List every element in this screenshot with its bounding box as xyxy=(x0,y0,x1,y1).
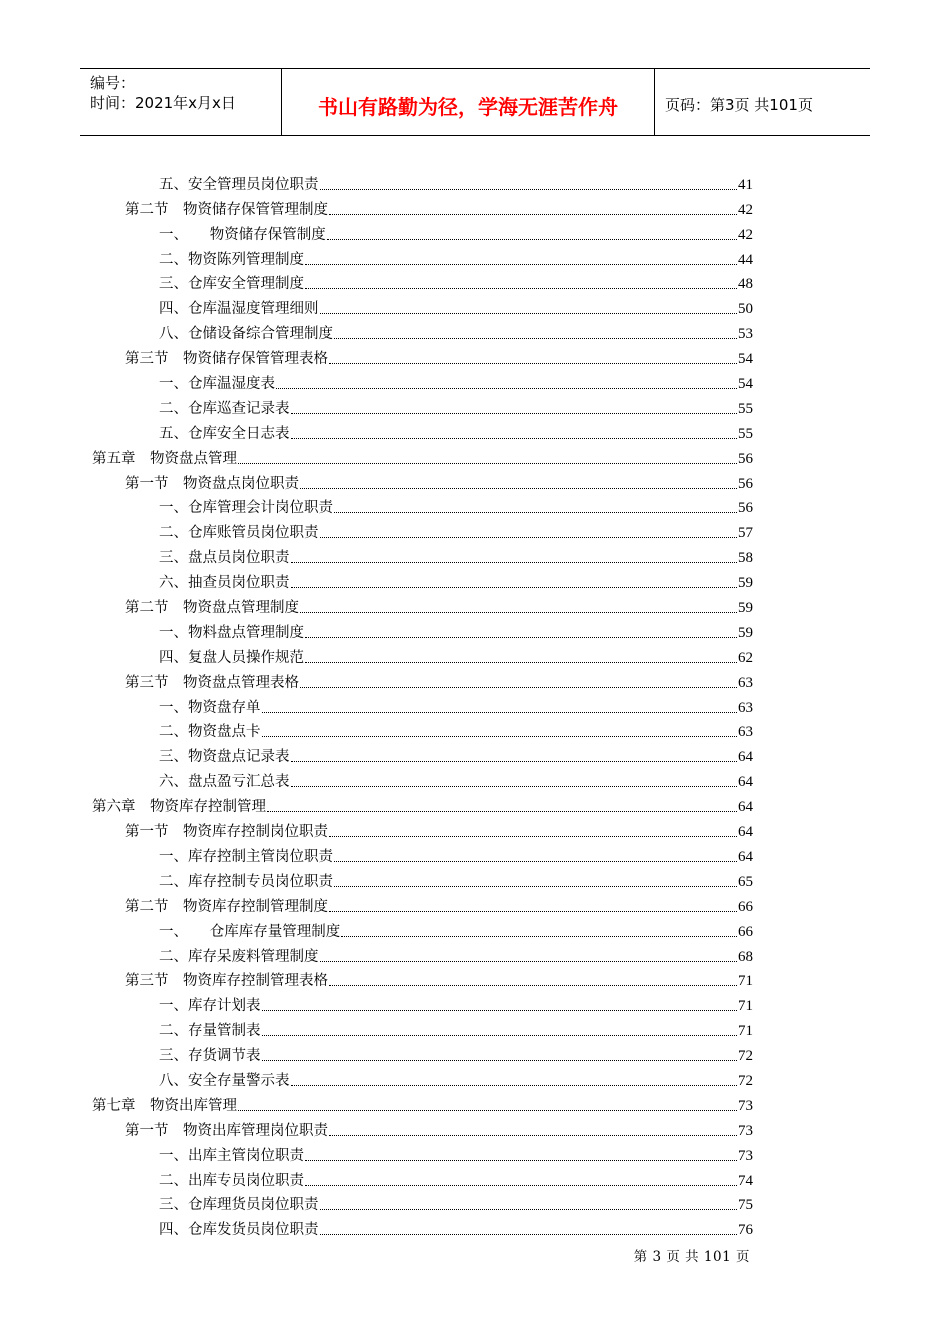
toc-dot-leader xyxy=(329,214,737,215)
toc-dot-leader xyxy=(300,687,737,688)
toc-entry[interactable] xyxy=(92,1116,753,1141)
toc-entry[interactable] xyxy=(92,1041,753,1066)
toc-entry-page: 56 xyxy=(738,475,753,492)
table-of-contents xyxy=(92,170,753,1240)
toc-entry-title: 二、物资陈列管理制度 xyxy=(159,251,304,268)
toc-entry[interactable] xyxy=(92,917,753,942)
toc-entry-title: 第二节 物资库存控制管理制度 xyxy=(125,898,328,915)
toc-entry-page: 72 xyxy=(738,1072,753,1089)
toc-entry-title: 第六章 物资库存控制管理 xyxy=(92,799,266,816)
toc-dot-leader xyxy=(291,761,738,762)
toc-dot-leader xyxy=(262,736,738,737)
toc-dot-leader xyxy=(334,512,737,513)
toc-entry[interactable] xyxy=(92,518,753,543)
toc-entry-title: 第一节 物资库存控制岗位职责 xyxy=(125,824,328,841)
toc-dot-leader xyxy=(291,587,738,588)
toc-entry-page: 59 xyxy=(738,600,753,617)
toc-dot-leader xyxy=(320,537,738,538)
toc-entry[interactable] xyxy=(92,792,753,817)
toc-entry[interactable] xyxy=(92,817,753,842)
toc-entry[interactable] xyxy=(92,543,753,568)
toc-dot-leader xyxy=(320,1209,738,1210)
toc-dot-leader xyxy=(291,1085,738,1086)
toc-entry-title: 一、物料盘点管理制度 xyxy=(159,624,304,641)
toc-entry[interactable] xyxy=(92,867,753,892)
toc-entry-page: 66 xyxy=(738,898,753,915)
toc-entry-page: 55 xyxy=(738,425,753,442)
toc-entry[interactable] xyxy=(92,991,753,1016)
toc-entry-page: 55 xyxy=(738,400,753,417)
toc-dot-leader xyxy=(334,861,737,862)
header-page-label: 页码：第3页 共101页 xyxy=(665,95,813,114)
page-footer: 第 3 页 共 101 页 xyxy=(633,1249,750,1265)
toc-dot-leader xyxy=(276,388,737,389)
toc-entry[interactable] xyxy=(92,344,753,369)
toc-entry-page: 65 xyxy=(738,873,753,890)
toc-dot-leader xyxy=(305,1185,737,1186)
toc-entry[interactable] xyxy=(92,369,753,394)
toc-entry-title: 第三节 物资库存控制管理表格 xyxy=(125,973,328,990)
toc-dot-leader xyxy=(300,488,737,489)
toc-entry-title: 三、盘点员岗位职责 xyxy=(159,550,290,567)
toc-entry[interactable] xyxy=(92,469,753,494)
toc-entry[interactable] xyxy=(92,270,753,295)
toc-dot-leader xyxy=(305,1160,737,1161)
toc-entry-title: 第五章 物资盘点管理 xyxy=(92,450,237,467)
toc-entry-title: 二、出库专员岗位职责 xyxy=(159,1172,304,1189)
header-motto: 书山有路勤为径，学海无涯苦作舟 xyxy=(282,69,655,135)
toc-entry-page: 56 xyxy=(738,450,753,467)
toc-entry[interactable] xyxy=(92,643,753,668)
toc-dot-leader xyxy=(334,338,737,339)
toc-entry-page: 63 xyxy=(738,699,753,716)
toc-entry-page: 58 xyxy=(738,550,753,567)
toc-entry-page: 75 xyxy=(738,1197,753,1214)
toc-entry-page: 76 xyxy=(738,1222,753,1239)
toc-entry-title: 一、 仓库库存量管理制度 xyxy=(159,923,341,940)
toc-entry-page: 73 xyxy=(738,1122,753,1139)
toc-entry-title: 三、物资盘点记录表 xyxy=(159,749,290,766)
toc-entry-page: 74 xyxy=(738,1172,753,1189)
toc-entry-title: 第一节 物资盘点岗位职责 xyxy=(125,475,299,492)
toc-entry-page: 59 xyxy=(738,624,753,641)
toc-entry-page: 42 xyxy=(738,226,753,243)
toc-entry[interactable] xyxy=(92,693,753,718)
toc-entry-page: 54 xyxy=(738,376,753,393)
toc-entry[interactable] xyxy=(92,1066,753,1091)
toc-entry[interactable] xyxy=(92,618,753,643)
toc-entry-page: 71 xyxy=(738,1023,753,1040)
toc-entry[interactable] xyxy=(92,195,753,220)
page-header xyxy=(80,68,870,136)
toc-entry-title: 四、仓库温湿度管理细则 xyxy=(159,301,319,318)
toc-entry[interactable] xyxy=(92,444,753,469)
toc-entry-title: 第一节 物资出库管理岗位职责 xyxy=(125,1122,328,1139)
toc-entry-title: 二、仓库巡查记录表 xyxy=(159,400,290,417)
toc-entry-title: 一、仓库管理会计岗位职责 xyxy=(159,500,333,517)
toc-entry-page: 64 xyxy=(738,774,753,791)
toc-entry-title: 八、安全存量警示表 xyxy=(159,1072,290,1089)
toc-entry[interactable] xyxy=(92,494,753,519)
toc-entry-title: 一、出库主管岗位职责 xyxy=(159,1147,304,1164)
toc-dot-leader xyxy=(305,662,737,663)
toc-dot-leader xyxy=(341,936,737,937)
toc-entry-title: 一、 物资储存保管制度 xyxy=(159,226,326,243)
toc-entry-page: 64 xyxy=(738,799,753,816)
toc-dot-leader xyxy=(305,637,737,638)
toc-entry-page: 64 xyxy=(738,749,753,766)
toc-dot-leader xyxy=(238,463,737,464)
toc-dot-leader xyxy=(267,811,737,812)
toc-entry-page: 68 xyxy=(738,948,753,965)
toc-entry-page: 44 xyxy=(738,251,753,268)
toc-entry-title: 第二节 物资盘点管理制度 xyxy=(125,600,299,617)
toc-entry[interactable] xyxy=(92,742,753,767)
toc-entry[interactable] xyxy=(92,1215,753,1240)
toc-entry[interactable] xyxy=(92,668,753,693)
time-label: 时间：2021年x月x日 xyxy=(90,94,236,112)
toc-entry-page: 56 xyxy=(738,500,753,517)
toc-dot-leader xyxy=(262,1010,738,1011)
toc-entry-title: 第三节 物资盘点管理表格 xyxy=(125,674,299,691)
toc-entry-title: 六、抽查员岗位职责 xyxy=(159,575,290,592)
toc-entry[interactable] xyxy=(92,294,753,319)
toc-entry-title: 五、安全管理员岗位职责 xyxy=(159,176,319,193)
toc-dot-leader xyxy=(262,1060,738,1061)
toc-entry[interactable] xyxy=(92,1091,753,1116)
toc-dot-leader xyxy=(262,712,738,713)
toc-entry-title: 四、仓库发货员岗位职责 xyxy=(159,1222,319,1239)
toc-entry[interactable] xyxy=(92,1166,753,1191)
toc-entry-page: 50 xyxy=(738,301,753,318)
toc-entry-title: 二、库存呆废料管理制度 xyxy=(159,948,319,965)
toc-entry[interactable] xyxy=(92,1016,753,1041)
toc-entry-page: 59 xyxy=(738,575,753,592)
toc-entry-title: 第二节 物资储存保管管理制度 xyxy=(125,201,328,218)
toc-entry-title: 五、仓库安全日志表 xyxy=(159,425,290,442)
toc-entry-page: 73 xyxy=(738,1147,753,1164)
toc-dot-leader xyxy=(329,1135,737,1136)
toc-dot-leader xyxy=(334,886,737,887)
toc-entry[interactable] xyxy=(92,170,753,195)
toc-entry-page: 71 xyxy=(738,998,753,1015)
toc-entry-page: 42 xyxy=(738,201,753,218)
toc-entry-title: 二、存量管制表 xyxy=(159,1023,261,1040)
toc-dot-leader xyxy=(320,1234,738,1235)
toc-entry[interactable] xyxy=(92,1191,753,1216)
toc-entry-page: 63 xyxy=(738,724,753,741)
toc-entry[interactable] xyxy=(92,394,753,419)
toc-entry[interactable] xyxy=(92,718,753,743)
toc-entry-title: 三、仓库理货员岗位职责 xyxy=(159,1197,319,1214)
toc-entry-page: 53 xyxy=(738,326,753,343)
toc-entry[interactable] xyxy=(92,419,753,444)
toc-entry-page: 66 xyxy=(738,923,753,940)
toc-entry-page: 48 xyxy=(738,276,753,293)
toc-entry[interactable] xyxy=(92,319,753,344)
toc-entry-title: 一、物资盘存单 xyxy=(159,699,261,716)
toc-entry[interactable] xyxy=(92,593,753,618)
toc-entry-page: 72 xyxy=(738,1048,753,1065)
toc-dot-leader xyxy=(291,438,738,439)
toc-entry-title: 三、仓库安全管理制度 xyxy=(159,276,304,293)
toc-entry[interactable] xyxy=(92,767,753,792)
toc-entry-page: 73 xyxy=(738,1097,753,1114)
toc-entry-page: 64 xyxy=(738,824,753,841)
toc-dot-leader xyxy=(291,413,738,414)
toc-dot-leader xyxy=(291,562,738,563)
toc-dot-leader xyxy=(238,1110,737,1111)
toc-dot-leader xyxy=(329,911,737,912)
toc-dot-leader xyxy=(300,612,737,613)
toc-entry-page: 71 xyxy=(738,973,753,990)
toc-entry-title: 一、仓库温湿度表 xyxy=(159,376,275,393)
toc-dot-leader xyxy=(329,985,737,986)
toc-entry-title: 一、库存控制主管岗位职责 xyxy=(159,848,333,865)
toc-dot-leader xyxy=(329,836,737,837)
toc-entry-title: 第三节 物资储存保管管理表格 xyxy=(125,351,328,368)
toc-dot-leader xyxy=(305,264,737,265)
toc-dot-leader xyxy=(327,239,737,240)
toc-entry[interactable] xyxy=(92,245,753,270)
toc-dot-leader xyxy=(329,363,737,364)
toc-dot-leader xyxy=(320,189,738,190)
toc-entry[interactable] xyxy=(92,892,753,917)
toc-entry-page: 64 xyxy=(738,848,753,865)
toc-entry-title: 二、库存控制专员岗位职责 xyxy=(159,873,333,890)
toc-entry[interactable] xyxy=(92,220,753,245)
toc-entry-page: 63 xyxy=(738,674,753,691)
toc-entry[interactable] xyxy=(92,967,753,992)
toc-entry[interactable] xyxy=(92,568,753,593)
toc-entry[interactable] xyxy=(92,842,753,867)
toc-entry-title: 一、库存计划表 xyxy=(159,998,261,1015)
toc-dot-leader xyxy=(320,961,738,962)
toc-dot-leader xyxy=(262,1035,738,1036)
toc-entry-title: 四、复盘人员操作规范 xyxy=(159,649,304,666)
toc-entry[interactable] xyxy=(92,942,753,967)
toc-entry-title: 二、物资盘点卡 xyxy=(159,724,261,741)
toc-entry-page: 62 xyxy=(738,649,753,666)
toc-entry-title: 第七章 物资出库管理 xyxy=(92,1097,237,1114)
toc-entry-page: 41 xyxy=(738,176,753,193)
toc-entry-page: 54 xyxy=(738,351,753,368)
toc-dot-leader xyxy=(305,288,737,289)
toc-entry-title: 三、存货调节表 xyxy=(159,1048,261,1065)
toc-dot-leader xyxy=(320,313,738,314)
toc-entry-title: 六、盘点盈亏汇总表 xyxy=(159,774,290,791)
toc-entry-title: 二、仓库账管员岗位职责 xyxy=(159,525,319,542)
number-label: 编号： xyxy=(90,74,136,92)
toc-dot-leader xyxy=(291,786,738,787)
toc-entry-page: 57 xyxy=(738,525,753,542)
header-meta xyxy=(80,69,282,135)
toc-entry[interactable] xyxy=(92,1141,753,1166)
toc-entry-title: 八、仓储设备综合管理制度 xyxy=(159,326,333,343)
